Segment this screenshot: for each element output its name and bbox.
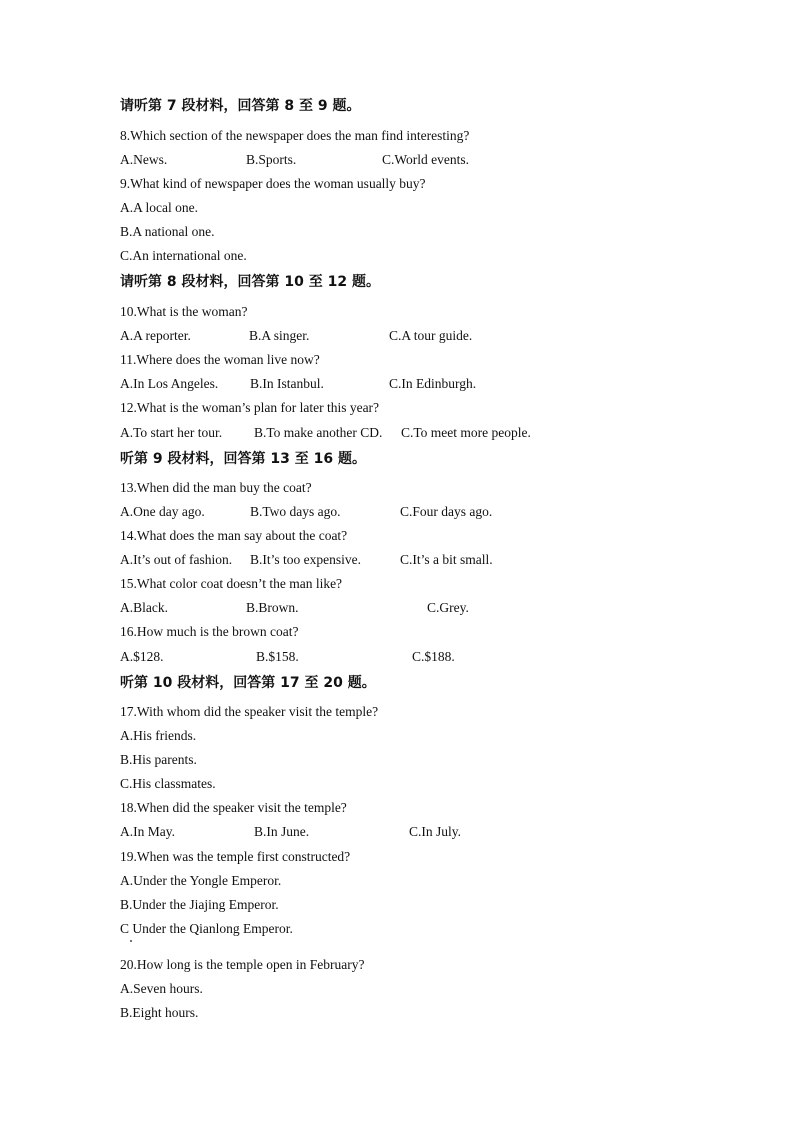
stray-mark xyxy=(130,940,132,942)
option-18-a: A.In May. xyxy=(120,824,175,839)
option-12-c: C.To meet more people. xyxy=(401,425,531,440)
option-17-c: C.His classmates. xyxy=(120,776,216,791)
question-8: 8.Which section of the newspaper does the man find interesting? xyxy=(120,128,470,143)
option-18-b: B.In June. xyxy=(254,824,310,839)
question-17: 17.With whom did the speaker visit the temple? xyxy=(120,704,379,719)
option-8-a: A.News. xyxy=(120,152,168,167)
option-13-a: A.One day ago. xyxy=(120,504,205,519)
option-15-b: B.Brown. xyxy=(246,600,299,615)
question-18: 18.When did the speaker visit the temple? xyxy=(120,800,347,815)
option-19-b: B.Under the Jiajing Emperor. xyxy=(120,897,279,912)
section-heading-8: 请听第 8 段材料，回答第 10 至 12 题。 xyxy=(120,274,380,290)
question-9: 9.What kind of newspaper does the woman usually buy? xyxy=(120,176,426,191)
option-9-c: C.An international one. xyxy=(120,248,247,263)
section-heading-10: 听第 10 段材料，回答第 17 至 20 题。 xyxy=(120,675,376,691)
option-14-a: A.It’s out of fashion. xyxy=(120,552,233,567)
question-19: 19.When was the temple first constructed? xyxy=(120,849,351,864)
option-19-a: A.Under the Yongle Emperor. xyxy=(120,873,282,888)
option-17-a: A.His friends. xyxy=(120,728,197,743)
option-14-c: C.It’s a bit small. xyxy=(400,552,493,567)
option-15-a: A.Black. xyxy=(120,600,168,615)
option-10-c: C.A tour guide. xyxy=(389,328,473,343)
option-10-a: A.A reporter. xyxy=(120,328,191,343)
option-9-a: A.A local one. xyxy=(120,200,198,215)
question-12: 12.What is the woman’s plan for later this year? xyxy=(120,400,380,415)
section-heading-9: 听第 9 段材料，回答第 13 至 16 题。 xyxy=(120,451,366,467)
option-20-b: B.Eight hours. xyxy=(120,1005,199,1020)
option-9-b: B.A national one. xyxy=(120,224,215,239)
option-11-c: C.In Edinburgh. xyxy=(389,376,477,391)
option-14-b: B.It’s too expensive. xyxy=(250,552,361,567)
option-11-a: A.In Los Angeles. xyxy=(120,376,219,391)
option-8-b: B.Sports. xyxy=(246,152,297,167)
option-12-a: A.To start her tour. xyxy=(120,425,223,440)
question-13: 13.When did the man buy the coat? xyxy=(120,480,312,495)
question-10: 10.What is the woman? xyxy=(120,304,248,319)
option-17-b: B.His parents. xyxy=(120,752,197,767)
option-16-c: C.$188. xyxy=(412,649,455,664)
option-13-b: B.Two days ago. xyxy=(250,504,341,519)
option-18-c: C.In July. xyxy=(409,824,462,839)
option-20-a: A.Seven hours. xyxy=(120,981,203,996)
option-16-a: A.$128. xyxy=(120,649,164,664)
question-11: 11.Where does the woman live now? xyxy=(120,352,320,367)
option-11-b: B.In Istanbul. xyxy=(250,376,324,391)
question-20: 20.How long is the temple open in February? xyxy=(120,957,365,972)
option-13-c: C.Four days ago. xyxy=(400,504,493,519)
question-16: 16.How much is the brown coat? xyxy=(120,624,299,639)
option-10-b: B.A singer. xyxy=(249,328,310,343)
question-14: 14.What does the man say about the coat? xyxy=(120,528,348,543)
question-15: 15.What color coat doesn’t the man like? xyxy=(120,576,343,591)
option-19-c: C Under the Qianlong Emperor. xyxy=(120,921,293,936)
option-15-c: C.Grey. xyxy=(427,600,469,615)
option-8-c: C.World events. xyxy=(382,152,470,167)
section-heading-7: 请听第 7 段材料，回答第 8 至 9 题。 xyxy=(120,98,361,114)
option-12-b: B.To make another CD. xyxy=(254,425,383,440)
option-16-b: B.$158. xyxy=(256,649,299,664)
